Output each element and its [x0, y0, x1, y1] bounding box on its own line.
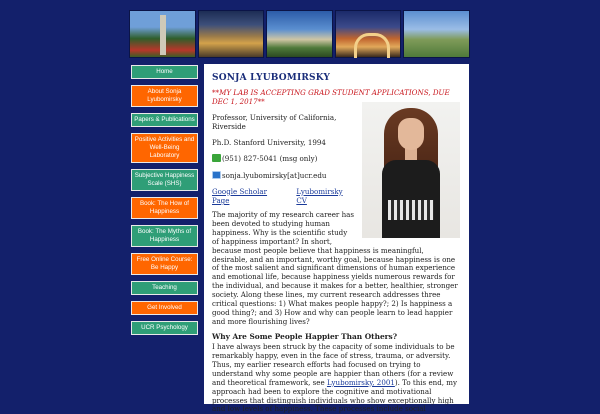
email-line	[212, 171, 352, 180]
email-icon	[212, 171, 221, 179]
campus-arcade-photo	[335, 10, 402, 58]
profile-photo	[362, 102, 460, 238]
nav-about[interactable]: About Sonja Lyubomirsky	[131, 85, 198, 107]
citation-link[interactable]: Lyubomirsky, 2001	[326, 377, 395, 387]
nav-course[interactable]: Free Online Course: Be Happy	[131, 253, 198, 275]
profile-links	[212, 187, 352, 205]
section-heading: Why Are Some People Happier Than Others?	[212, 332, 398, 342]
phd-info: Ph.D. Stanford University, 1994	[212, 138, 326, 148]
nav-papers[interactable]: Papers & Publications	[131, 113, 198, 127]
professor-title: Professor, University of California, Riverside	[212, 112, 337, 131]
nav-home[interactable]: Home	[131, 65, 198, 79]
nav-teaching[interactable]: Teaching	[131, 281, 198, 295]
city-night-photo	[198, 10, 265, 58]
header-banner	[129, 10, 470, 58]
section-paragraph	[212, 343, 461, 414]
nav-shs[interactable]: Subjective Happiness Scale (SHS)	[131, 169, 198, 191]
grad-application-notice: **MY LAB IS ACCEPTING GRAD STUDENT APPLICATIONS, DUE DEC 1, 2017**	[212, 88, 450, 106]
phone-number: (951) 827-5041 (msg only)	[222, 154, 318, 164]
nav-get-involved[interactable]: Get Involved	[131, 301, 198, 315]
campus-tower-photo	[129, 10, 196, 58]
email-address: sonja.lyubomirsky[at]ucr.edu	[222, 170, 327, 180]
section-text-before: I have always been struck by the capacity of some individuals to be remarkably happy, even in the face of stress, trauma, or adversity. Thus, my earlier research efforts had focused on trying to understand why some people are happier than others (for a review and theoretical framework, see	[212, 342, 455, 387]
phone-icon	[212, 154, 221, 162]
scholar-link[interactable]: Google Scholar Page	[212, 186, 268, 206]
main-content	[204, 64, 469, 414]
campus-lawn-photo	[403, 10, 470, 58]
page-title: SONJA LYUBOMIRSKY	[212, 73, 331, 83]
nav-book-how[interactable]: Book: The How of Happiness	[131, 197, 198, 219]
sidebar-nav	[131, 65, 198, 341]
campus-building-photo	[266, 10, 333, 58]
phone-line	[212, 154, 352, 163]
nav-lab[interactable]: Positive Activities and Well-Being Laboratory	[131, 133, 198, 163]
nav-book-myths[interactable]: Book: The Myths of Happiness	[131, 225, 198, 247]
intro-paragraph-start: The majority of my research career has been devoted to studying human happiness. Why is the scientific study of happiness important? In short,	[212, 210, 355, 246]
section-text-after: ). To this end, my approach had been to explore the cognitive and motivational processes that distinguish individuals who show exceptionally high and low levels of happiness. These processes include social	[212, 377, 457, 414]
intro-paragraph-rest: because most people believe that happiness is meaningful, desirable, and an important, worthy goal, because happiness is one of the most salient and significant dimensions of human experience and emotional life, because happiness yields numerous rewards for the individual, and because it makes for a better, healthier, stronger society. Along these lines, my current research addresses three critical questions: 1) What makes people happy?; 2) Is happiness a good thing?; and 3) How and why can people learn to lead happier and more flourishing lives?	[212, 245, 458, 326]
nav-ucr-psychology[interactable]: UCR Psychology	[131, 321, 198, 335]
cv-link[interactable]: Lyubomirsky CV	[296, 186, 343, 206]
